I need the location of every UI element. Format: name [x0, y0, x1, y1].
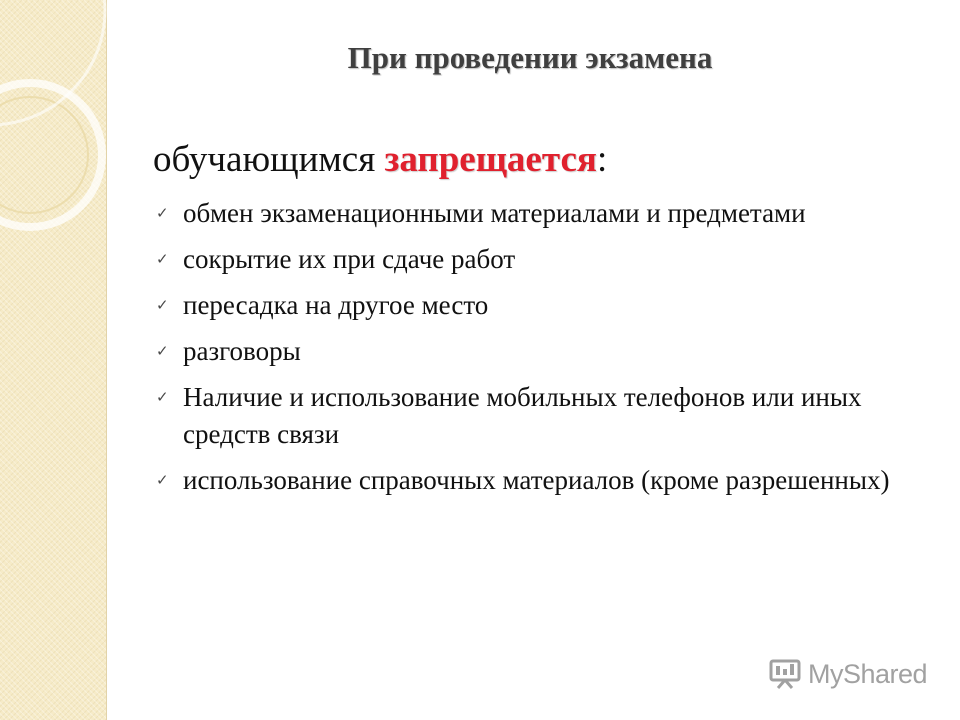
list-item-text: разговоры	[183, 336, 301, 366]
checkmark-icon: ✓	[156, 388, 169, 406]
watermark-text: MyShared	[808, 658, 928, 689]
checkmark-icon: ✓	[156, 471, 169, 489]
list-item	[156, 333, 926, 370]
list-item	[156, 287, 926, 324]
lead-suffix: :	[596, 139, 608, 180]
list-item	[156, 195, 926, 232]
list-item-text: Наличие и использование мобильных телефонов или иных средств связи	[183, 382, 862, 449]
list-item-text: пересадка на другое место	[183, 290, 489, 320]
list-item	[156, 241, 926, 278]
lead-accent-word: запрещается	[384, 139, 597, 180]
lead-prefix: обучающимся	[153, 139, 385, 180]
checkmark-icon: ✓	[156, 204, 169, 222]
list-item	[156, 462, 926, 499]
list-item-text: использование справочных материалов (кроме разрешенных)	[183, 465, 890, 495]
checkmark-icon: ✓	[156, 250, 169, 268]
lead-line	[153, 138, 607, 181]
list-item-text: сокрытие их при сдаче работ	[183, 244, 516, 274]
list-item-text: обмен экзаменационными материалами и предметами	[183, 198, 806, 228]
prohibition-list	[156, 195, 926, 508]
decorative-rings	[0, 0, 180, 260]
myshared-watermark	[768, 656, 927, 692]
checkmark-icon: ✓	[156, 342, 169, 360]
slide-title: При проведении экзамена	[347, 40, 713, 75]
list-item	[156, 379, 926, 453]
checkmark-icon: ✓	[156, 296, 169, 314]
presentation-board-icon	[768, 658, 802, 690]
